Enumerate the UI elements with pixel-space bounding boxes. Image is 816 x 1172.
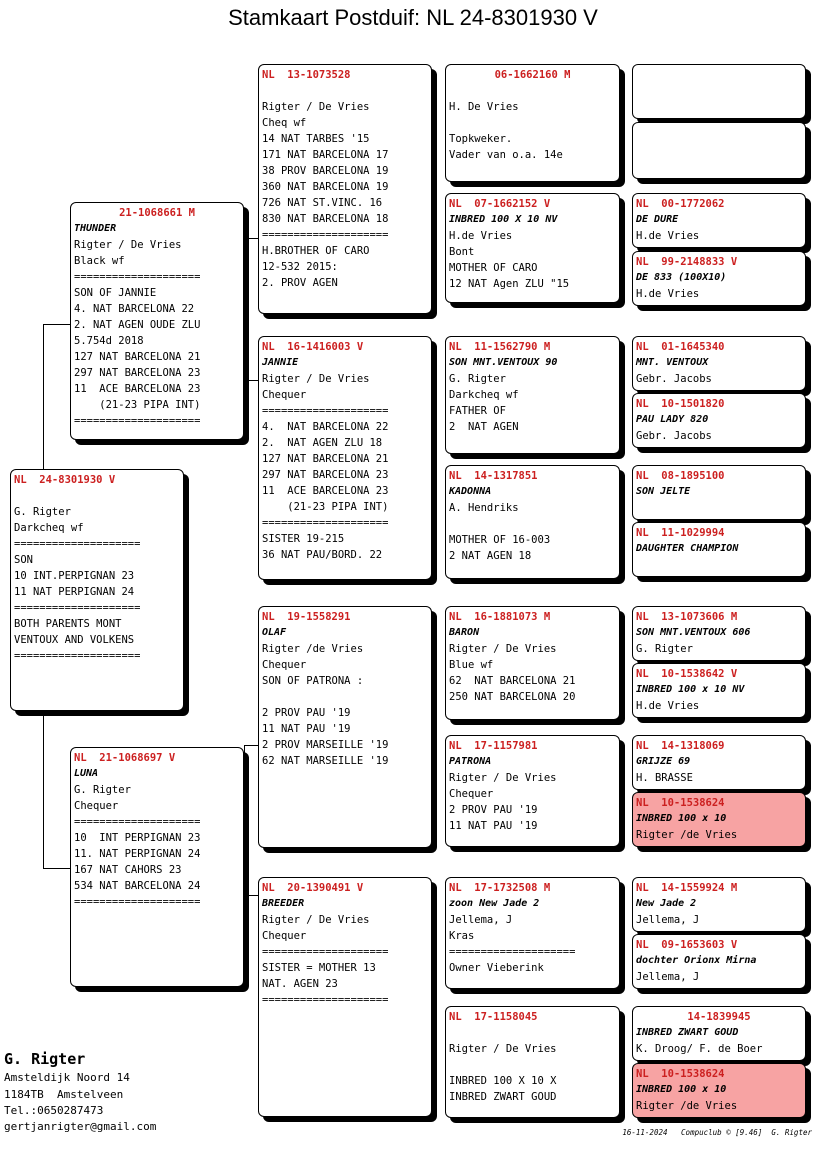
- pigeon-card-dam-dam[interactable]: [258, 877, 432, 1117]
- pigeon-info-line: 62 NAT MARSEILLE '19: [262, 755, 389, 767]
- pigeon-name: THUNDER: [74, 223, 117, 234]
- ring-number: NL 09-1653603 V: [636, 939, 738, 951]
- pigeon-info-line: [262, 689, 428, 705]
- pigeon-info-line: 11 ACE BARCELONA 23: [262, 485, 389, 497]
- ring-number: NL 24-8301930 V: [14, 474, 116, 486]
- pigeon-info-line: SISTER = MOTHER 13: [262, 962, 376, 974]
- pigeon-info-line: 2 PROV MARSEILLE '19: [262, 739, 389, 751]
- pigeon-info-line: Rigter / De Vries: [262, 101, 370, 113]
- pigeon-info-line: H.BROTHER OF CARO: [262, 245, 370, 257]
- pigeon-info-line: SON: [14, 554, 33, 566]
- pigeon-info-line: 127 NAT BARCELONA 21: [74, 351, 201, 363]
- connector: [244, 238, 258, 239]
- pigeon-name: INBRED ZWART GOUD: [636, 1027, 739, 1038]
- pigeon-info-line: 12-532 2015:: [262, 261, 338, 273]
- pigeon-info-line: 2. NAT AGEN OUDE ZLU: [74, 319, 201, 331]
- pigeon-info-line: G. Rigter: [636, 643, 693, 655]
- pigeon-info-line: (21-23 PIPA INT): [74, 399, 201, 411]
- pigeon-info-line: ====================: [14, 602, 141, 614]
- pigeon-info-line: 360 NAT BARCELONA 19: [262, 181, 389, 193]
- pigeon-info-line: Cheq wf: [262, 117, 307, 129]
- pigeon-owner: Rigter / De Vries: [262, 914, 370, 926]
- pigeon-info-line: ====================: [262, 517, 389, 529]
- pigeon-info-line: ====================: [449, 946, 576, 958]
- owner-phone: Tel.:0650287473: [4, 1103, 104, 1117]
- pigeon-card-sds[interactable]: [445, 336, 620, 454]
- pigeon-card-ssd[interactable]: [445, 193, 620, 303]
- pigeon-info-line: Jellema, J: [636, 971, 700, 983]
- pigeon-card-sdd[interactable]: [445, 465, 620, 579]
- ring-number: NL 07-1662152 V: [449, 198, 551, 210]
- connector: [620, 90, 621, 150]
- connector: [620, 486, 621, 542]
- pigeon-card-g11[interactable]: [632, 735, 806, 790]
- pigeon-info-line: 171 NAT BARCELONA 17: [262, 149, 389, 161]
- ring-number: NL 14-1317851: [449, 470, 538, 482]
- connector: [244, 895, 258, 896]
- ring-number: NL 19-1558291: [262, 611, 351, 623]
- ring-number: NL 08-1895100: [636, 470, 725, 482]
- pigeon-info-line: H.de Vries: [636, 288, 700, 300]
- pigeon-info-line: 36 NAT PAU/BORD. 22: [262, 549, 383, 561]
- pigeon-name: SON MNT.VENTOUX 606: [636, 627, 751, 638]
- pigeon-name: INBRED 100 x 10: [636, 1084, 727, 1095]
- pigeon-info-line: (21-23 PIPA INT): [262, 501, 389, 513]
- pigeon-info-line: [14, 488, 180, 504]
- pigeon-owner: Rigter / De Vries: [449, 643, 557, 655]
- ring-number: 21-1068661 M: [119, 207, 195, 219]
- pigeon-info-line: 4. NAT BARCELONA 22: [74, 303, 195, 315]
- connector: [244, 380, 258, 381]
- owner-email: gertjanrigter@gmail.com: [4, 1120, 157, 1134]
- pigeon-info-line: Rigter /de Vries: [636, 829, 738, 841]
- pigeon-info-line: FATHER OF: [449, 405, 506, 417]
- ring-number: NL 11-1562790 M: [449, 341, 551, 353]
- pigeon-info-line: SON OF PATRONA :: [262, 675, 364, 687]
- pigeon-info-line: 297 NAT BARCELONA 23: [74, 367, 201, 379]
- pigeon-name: GRIJZE 69: [636, 756, 691, 767]
- pigeon-name: BARON: [449, 627, 480, 638]
- pigeon-info-line: 10 INT PERPIGNAN 23: [74, 832, 201, 844]
- connector: [244, 238, 245, 398]
- ring-number: NL 00-1772062: [636, 198, 725, 210]
- pigeon-info-line: 167 NAT CAHORS 23: [74, 864, 182, 876]
- pigeon-info-line: H. De Vries: [449, 101, 519, 113]
- pigeon-info-line: [262, 83, 428, 99]
- ring-number: NL 10-1538624: [636, 1068, 725, 1080]
- pigeon-card-g9[interactable]: [632, 606, 806, 661]
- pigeon-name: DE DURE: [636, 214, 679, 225]
- pigeon-card-g12[interactable]: [632, 792, 806, 847]
- pigeon-info-line: Topkweker.: [449, 133, 513, 145]
- pigeon-name: INBRED 100 x 10 NV: [636, 684, 745, 695]
- owner-name: G. Rigter: [4, 1050, 86, 1069]
- pigeon-info-line: Chequer: [262, 659, 307, 671]
- connector: [620, 216, 621, 274]
- pigeon-info-line: Rigter /de Vries: [636, 1100, 738, 1112]
- pigeon-info-line: INBRED ZWART GOUD: [449, 1091, 557, 1103]
- pigeon-card-g6[interactable]: [632, 393, 806, 448]
- pigeon-info-line: NAT. AGEN 23: [262, 978, 338, 990]
- pigeon-info-line: 2 PROV PAU '19: [262, 707, 351, 719]
- connector: [620, 1026, 621, 1084]
- pigeon-info-line: H. BRASSE: [636, 772, 693, 784]
- pigeon-card-sss[interactable]: [445, 64, 620, 182]
- ring-number: NL 16-1881073 M: [449, 611, 551, 623]
- pigeon-card-g13[interactable]: [632, 877, 806, 932]
- pigeon-name: OLAF: [262, 627, 287, 638]
- ring-number: NL 01-1645340: [636, 341, 725, 353]
- ring-number: NL 13-1073606 M: [636, 611, 738, 623]
- pigeon-owner: Rigter / De Vries: [449, 772, 557, 784]
- pigeon-info-line: 250 NAT BARCELONA 20: [449, 691, 576, 703]
- pigeon-info-line: Jellema, J: [636, 914, 700, 926]
- pigeon-card-g1[interactable]: [632, 64, 806, 119]
- ring-number: NL 17-1732508 M: [449, 882, 551, 894]
- pigeon-owner: Rigter /de Vries: [262, 643, 364, 655]
- pigeon-info-line: 62 NAT BARCELONA 21: [449, 675, 576, 687]
- pigeon-info-line: Kras: [449, 930, 475, 942]
- pigeon-card-g14[interactable]: [632, 934, 806, 989]
- pigeon-info-line: 2 NAT AGEN 18: [449, 550, 532, 562]
- pigeon-info-line: Darkcheq wf: [449, 389, 519, 401]
- connector: [432, 930, 433, 1040]
- ring-number: NL 21-1068697 V: [74, 752, 176, 764]
- pigeon-info-line: 127 NAT BARCELONA 21: [262, 453, 389, 465]
- pigeon-card-dam-sire[interactable]: [258, 606, 432, 848]
- pigeon-card-sire-sire[interactable]: [258, 64, 432, 314]
- pigeon-card-g16[interactable]: [632, 1063, 806, 1118]
- pigeon-info-line: Chequer: [262, 389, 307, 401]
- ring-number: NL 13-1073528: [262, 69, 351, 81]
- pigeon-name: LUNA: [74, 768, 99, 779]
- pigeon-info-line: Chequer: [74, 800, 119, 812]
- pigeon-info-line: 2 NAT AGEN: [449, 421, 519, 433]
- pigeon-info-line: [449, 115, 616, 131]
- pigeon-card-dds[interactable]: [445, 877, 620, 989]
- pigeon-card-ddd[interactable]: [445, 1006, 620, 1118]
- pigeon-info-line: ====================: [74, 271, 201, 283]
- pigeon-name: KADONNA: [449, 486, 492, 497]
- connector: [432, 120, 433, 230]
- owner-address-line2: 1184TB Amstelveen: [4, 1087, 124, 1101]
- pigeon-info-line: MOTHER OF 16-003: [449, 534, 551, 546]
- pigeon-info-line: Gebr. Jacobs: [636, 430, 712, 442]
- pigeon-info-line: 4. NAT BARCELONA 22: [262, 421, 389, 433]
- pigeon-info-line: Gebr. Jacobs: [636, 373, 712, 385]
- footer-credit: 16-11-2024 Compuclub © [9.46] G. Rigter: [622, 1128, 812, 1137]
- pigeon-info-line: 534 NAT BARCELONA 24: [74, 880, 201, 892]
- ring-number: NL 17-1158045: [449, 1011, 538, 1023]
- pigeon-info-line: Chequer: [262, 930, 307, 942]
- pigeon-card-sire[interactable]: [70, 202, 244, 440]
- pigeon-card-g2[interactable]: [632, 122, 806, 179]
- connector: [432, 392, 433, 502]
- connector: [244, 745, 245, 895]
- pigeon-info-line: G. Rigter: [449, 373, 506, 385]
- pigeon-card-g10[interactable]: [632, 663, 806, 718]
- connector: [43, 868, 70, 869]
- pigeon-name: MNT. VENTOUX: [636, 357, 709, 368]
- pigeon-info-line: ====================: [262, 405, 389, 417]
- connector: [620, 758, 621, 816]
- ring-number: NL 14-1559924 M: [636, 882, 738, 894]
- pigeon-card-dss[interactable]: [445, 606, 620, 720]
- pigeon-info-line: 11 ACE BARCELONA 23: [74, 383, 201, 395]
- pigeon-name: PAU LADY 820: [636, 414, 709, 425]
- pigeon-info-line: Vader van o.a. 14e: [449, 149, 563, 161]
- pigeon-info-line: 11 NAT PERPIGNAN 24: [14, 586, 135, 598]
- ring-number: NL 10-1538642 V: [636, 668, 738, 680]
- pigeon-info-line: 2 PROV PAU '19: [449, 804, 538, 816]
- ring-number: NL 17-1157981: [449, 740, 538, 752]
- pigeon-info-line: G. Rigter: [14, 506, 71, 518]
- pigeon-info-line: 11 NAT PAU '19: [449, 820, 538, 832]
- pigeon-owner: Rigter / De Vries: [262, 373, 370, 385]
- ring-number: NL 10-1538624: [636, 797, 725, 809]
- pigeon-name: zoon New Jade 2: [449, 898, 540, 909]
- pigeon-info-line: Chequer: [449, 788, 494, 800]
- pigeon-owner: Rigter / De Vries: [74, 239, 182, 251]
- pigeon-info-line: [449, 83, 616, 99]
- pigeon-card-g4[interactable]: [632, 251, 806, 306]
- pigeon-card-g15[interactable]: [632, 1006, 806, 1061]
- pigeon-owner: G. Rigter: [74, 784, 131, 796]
- pigeon-info-line: 297 NAT BARCELONA 23: [262, 469, 389, 481]
- pigeon-info-line: 726 NAT ST.VINC. 16: [262, 197, 383, 209]
- pigeon-info-line: 5.754d 2018: [74, 335, 144, 347]
- connector: [620, 356, 621, 414]
- ring-number: NL 99-2148833 V: [636, 256, 738, 268]
- pigeon-info-line: 12 NAT Agen ZLU "15: [449, 278, 570, 290]
- page-title: Stamkaart Postduif: NL 24-8301930 V: [228, 5, 598, 30]
- ring-number: 06-1662160 M: [494, 69, 571, 81]
- pigeon-card-g3[interactable]: [632, 193, 806, 248]
- pigeon-name: INBRED 100 x 10: [636, 813, 727, 824]
- connector: [432, 660, 433, 770]
- pigeon-info-line: Jellema, J: [449, 914, 513, 926]
- pigeon-info-line: ====================: [262, 994, 389, 1006]
- pigeon-info-line: K. Droog/ F. de Boer: [636, 1043, 763, 1055]
- pigeon-card-dsd[interactable]: [445, 735, 620, 847]
- pigeon-name: DE 833 (100X10): [636, 272, 727, 283]
- pigeon-info-line: Rigter / De Vries: [449, 1043, 557, 1055]
- pigeon-info-line: A. Hendriks: [449, 502, 519, 514]
- pigeon-info-line: ====================: [14, 650, 141, 662]
- pigeon-name: JANNIE: [262, 357, 299, 368]
- pigeon-card-subject[interactable]: [10, 469, 184, 711]
- pigeon-name: SON JELTE: [636, 486, 691, 497]
- pigeon-info-line: 38 PROV BARCELONA 19: [262, 165, 389, 177]
- pigeon-name: BREEDER: [262, 898, 305, 909]
- pigeon-info-line: ====================: [262, 946, 389, 958]
- pigeon-name: New Jade 2: [636, 898, 697, 909]
- pigeon-name: PATRONA: [449, 756, 492, 767]
- pigeon-info-line: Blue wf: [449, 659, 494, 671]
- pigeon-card-g7[interactable]: [632, 465, 806, 520]
- pigeon-info-line: ====================: [74, 816, 201, 828]
- pigeon-info-line: H.de Vries: [449, 230, 513, 242]
- pigeon-info-line: INBRED 100 X 10 X: [449, 1075, 557, 1087]
- ring-number: NL 20-1390491 V: [262, 882, 364, 894]
- pigeon-info-line: Darkcheq wf: [14, 522, 84, 534]
- pigeon-info-line: Bont: [449, 246, 475, 258]
- connector: [43, 324, 70, 325]
- connector: [244, 745, 258, 746]
- pigeon-info-line: BOTH PARENTS MONT: [14, 618, 122, 630]
- ring-number: NL 16-1416003 V: [262, 341, 364, 353]
- pigeon-name: dochter Orionx Mirna: [636, 955, 757, 966]
- pigeon-info-line: Black wf: [74, 255, 125, 267]
- connector: [620, 898, 621, 956]
- connector: [620, 628, 621, 686]
- pigeon-info-line: ====================: [14, 538, 141, 550]
- pigeon-name: DAUGHTER CHAMPION: [636, 543, 739, 554]
- pigeon-info-line: [449, 516, 616, 532]
- pigeon-info-line: SISTER 19-215: [262, 533, 345, 545]
- pigeon-info-line: 10 INT.PERPIGNAN 23: [14, 570, 135, 582]
- pigeon-info-line: ====================: [262, 229, 389, 241]
- connector: [43, 712, 44, 868]
- pigeon-info-line: 11 NAT PAU '19: [262, 723, 351, 735]
- pigeon-card-sire-dam[interactable]: [258, 336, 432, 580]
- owner-block: [4, 1016, 156, 1135]
- pigeon-card-g8[interactable]: [632, 522, 806, 577]
- pigeon-info-line: MOTHER OF CARO: [449, 262, 538, 274]
- pigeon-name: INBRED 100 X 10 NV: [449, 214, 558, 225]
- pigeon-info-line: 830 NAT BARCELONA 18: [262, 213, 389, 225]
- ring-number: NL 11-1029994: [636, 527, 725, 539]
- pigeon-info-line: H.de Vries: [636, 230, 700, 242]
- pigeon-info-line: SON OF JANNIE: [74, 287, 157, 299]
- pigeon-info-line: ====================: [74, 415, 201, 427]
- ring-number: NL 14-1318069: [636, 740, 725, 752]
- pigeon-info-line: [449, 1057, 616, 1073]
- connector: [43, 324, 44, 470]
- pigeon-info-line: Owner Vieberink: [449, 962, 544, 974]
- pigeon-info-line: VENTOUX AND VOLKENS: [14, 634, 135, 646]
- ring-number: 14-1839945: [687, 1011, 751, 1023]
- ring-number: NL 10-1501820: [636, 398, 725, 410]
- pigeon-info-line: ====================: [74, 896, 201, 908]
- pigeon-card-dam[interactable]: [70, 747, 244, 987]
- owner-address-line1: Amsteldijk Noord 14: [4, 1071, 130, 1085]
- pigeon-info-line: 2. PROV AGEN: [262, 277, 338, 289]
- pigeon-card-g5[interactable]: [632, 336, 806, 391]
- pigeon-info-line: [449, 1025, 616, 1041]
- pigeon-info-line: 11. NAT PERPIGNAN 24: [74, 848, 201, 860]
- pigeon-info-line: 14 NAT TARBES '15: [262, 133, 370, 145]
- pigeon-info-line: H.de Vries: [636, 700, 700, 712]
- pigeon-name: SON MNT.VENTOUX 90: [449, 357, 558, 368]
- pigeon-info-line: 2. NAT AGEN ZLU 18: [262, 437, 383, 449]
